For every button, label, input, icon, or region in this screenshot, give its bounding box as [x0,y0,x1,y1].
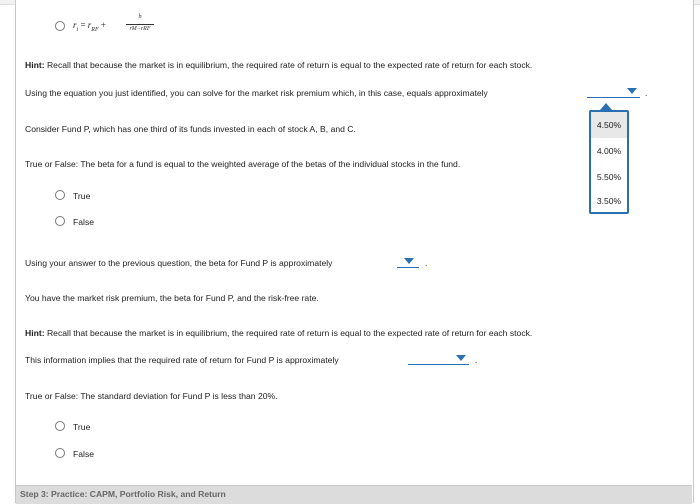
market-premium-dropdown-caret-icon[interactable] [627,88,637,94]
tf1-true-label[interactable]: True [73,191,91,201]
tf2-question: True or False: The standard deviation for Fund P is less than 20%. [25,391,278,401]
hint-2 [25,328,532,338]
formula-option-radio[interactable] [55,21,65,31]
fund-p-description: Consider Fund P, which has one third of its funds invested in each of stock A, B, and C. [25,124,356,134]
hint-2-text: Recall that because the market is in equilibrium, the required rate of return is equal to the expected rate of return for each stock. [46,328,533,338]
formula-eq: = [80,20,86,30]
tf2-true-radio[interactable] [55,421,65,431]
tf2-false-label[interactable]: False [73,449,95,459]
tf2-false-radio[interactable] [55,448,65,458]
dropdown-option-3[interactable]: 5.50% [596,172,622,182]
tf1-false-label[interactable]: False [73,217,95,227]
formula-lhs-sub: i [76,26,79,33]
step-footer[interactable] [16,485,692,504]
formula-denominator: rM−rRF [129,26,151,32]
formula-rf-sub: RF [91,26,99,33]
tf1-true-radio[interactable] [55,190,65,200]
beta-dropdown-caret-icon[interactable] [404,258,414,264]
required-return-dropdown-caret-icon[interactable] [456,355,466,361]
hint-1-label: Hint: [25,60,45,70]
formula-rf: r [87,20,92,30]
required-return-question: This information implies that the required rate of return for Fund P is approximately [25,355,339,365]
step-footer-label: Step 3: Practice: CAPM, Portfolio Risk, and Return [20,489,226,499]
hint-1-text: Recall that because the market is in equilibrium, the required rate of return is equal to the expected rate of return for each stock. [46,60,533,70]
beta-dropdown[interactable] [397,267,419,268]
market-premium-question: Using the equation you just identified, you can solve for the market risk premium which, in this case, equals approximately [25,88,488,98]
formula-option [73,20,106,33]
beta-period: . [425,258,428,268]
have-info-text: You have the market risk premium, the beta for Fund P, and the risk-free rate. [25,293,319,303]
market-premium-period: . [645,88,648,98]
formula-plus: + [100,20,106,30]
tf1-question: True or False: The beta for a fund is equal to the weighted average of the betas of the individual stocks in the fund. [25,159,461,169]
hint-2-label: Hint: [25,328,45,338]
required-return-dropdown[interactable] [408,364,469,365]
market-premium-dropdown-menu [589,110,629,214]
tf1-false-radio[interactable] [55,216,65,226]
dropdown-menu-pointer-icon [600,103,612,110]
dropdown-option-2[interactable]: 4.00% [596,146,622,156]
tf2-true-label[interactable]: True [73,422,91,432]
question-panel [15,0,694,503]
dropdown-option-1[interactable]: 4.50% [591,112,627,138]
formula-lhs: r [73,20,77,30]
formula-fraction-bar [126,24,154,25]
hint-1 [25,60,532,70]
dropdown-option-4[interactable]: 3.50% [596,196,622,206]
beta-question: Using your answer to the previous question, the beta for Fund P is approximately [25,258,333,268]
formula-numerator: b [138,14,142,20]
market-premium-dropdown[interactable] [587,97,640,98]
required-return-period: . [475,355,478,365]
